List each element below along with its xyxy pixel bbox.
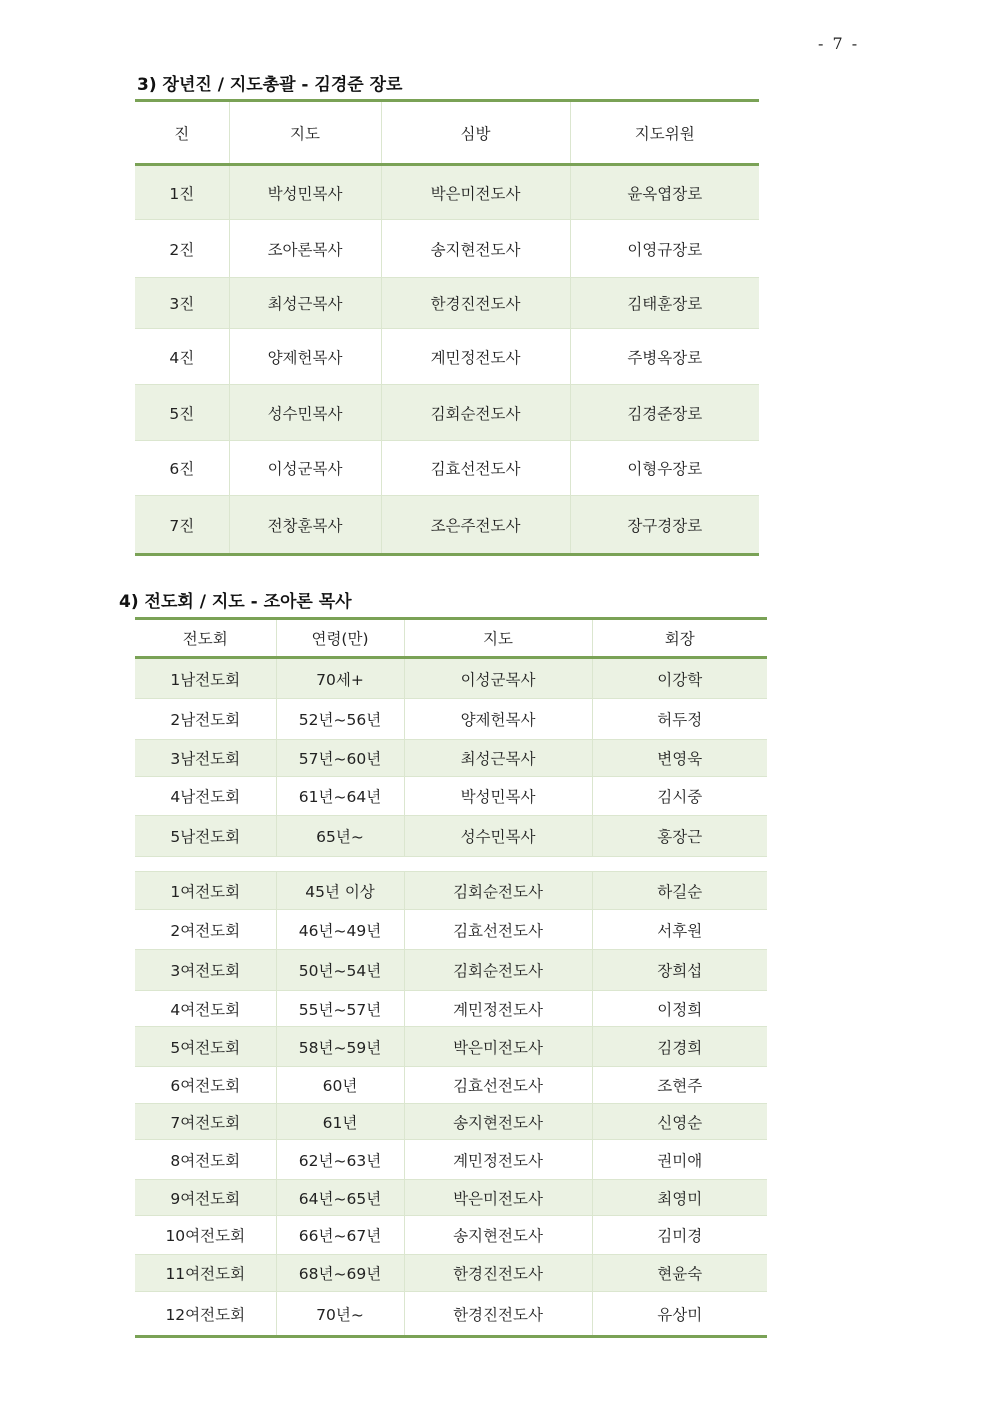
header-age: 연령(만) <box>276 619 404 658</box>
cell-pastor: 성수민목사 <box>229 385 381 441</box>
cell-pastor: 한경진전도사 <box>404 1292 592 1337</box>
cell-elder: 김경준장로 <box>570 385 759 441</box>
cell-society: 10여전도회 <box>135 1216 276 1255</box>
table-row <box>135 385 759 441</box>
cell-district: 5진 <box>135 385 229 441</box>
table-row <box>135 991 767 1027</box>
cell-age: 61년~64년 <box>276 777 404 816</box>
cell-age: 66년~67년 <box>276 1216 404 1255</box>
cell-elder: 김태훈장로 <box>570 278 759 329</box>
mission-society-table-header <box>135 619 767 658</box>
cell-visitation: 김회순전도사 <box>381 385 570 441</box>
cell-elder: 윤옥엽장로 <box>570 165 759 220</box>
cell-pastor: 전창훈목사 <box>229 496 381 555</box>
table-row <box>135 1104 767 1140</box>
table-row <box>135 1292 767 1337</box>
cell-pastor: 이성군목사 <box>229 441 381 496</box>
cell-pastor: 김회순전도사 <box>404 872 592 910</box>
section3-heading: 3) 장년진 / 지도총괄 - 김경준 장로 <box>137 75 403 95</box>
cell-pastor: 성수민목사 <box>404 816 592 857</box>
cell-president: 허두정 <box>592 699 767 740</box>
table-row <box>135 777 767 816</box>
cell-society: 12여전도회 <box>135 1292 276 1337</box>
cell-society: 6여전도회 <box>135 1067 276 1104</box>
cell-pastor: 최성근목사 <box>404 740 592 777</box>
cell-age: 57년~60년 <box>276 740 404 777</box>
table-row <box>135 740 767 777</box>
cell-pastor: 양제헌목사 <box>229 329 381 385</box>
cell-district: 1진 <box>135 165 229 220</box>
cell-elder: 이형우장로 <box>570 441 759 496</box>
cell-elder: 장구경장로 <box>570 496 759 555</box>
cell-society: 2여전도회 <box>135 910 276 950</box>
cell-age: 52년~56년 <box>276 699 404 740</box>
cell-society: 9여전도회 <box>135 1180 276 1216</box>
spacer-cell <box>135 857 767 872</box>
cell-society: 1남전도회 <box>135 658 276 699</box>
cell-age: 65년~ <box>276 816 404 857</box>
table-row <box>135 658 767 699</box>
cell-pastor: 박은미전도사 <box>404 1027 592 1067</box>
cell-president: 이강학 <box>592 658 767 699</box>
cell-pastor: 계민정전도사 <box>404 991 592 1027</box>
cell-pastor: 송지현전도사 <box>404 1216 592 1255</box>
header-pastor: 지도 <box>404 619 592 658</box>
cell-pastor: 송지현전도사 <box>404 1104 592 1140</box>
table-row <box>135 220 759 278</box>
page-number: - 7 - <box>818 34 860 53</box>
cell-age: 45년 이상 <box>276 872 404 910</box>
cell-district: 6진 <box>135 441 229 496</box>
cell-age: 61년 <box>276 1104 404 1140</box>
table-row <box>135 1216 767 1255</box>
cell-pastor: 양제헌목사 <box>404 699 592 740</box>
cell-age: 50년~54년 <box>276 950 404 991</box>
table-row <box>135 816 767 857</box>
table-row <box>135 278 759 329</box>
cell-president: 신영순 <box>592 1104 767 1140</box>
header-society: 전도회 <box>135 619 276 658</box>
table-row <box>135 910 767 950</box>
table-row <box>135 1067 767 1104</box>
cell-president: 김경희 <box>592 1027 767 1067</box>
cell-pastor: 한경진전도사 <box>404 1255 592 1292</box>
cell-president: 권미애 <box>592 1140 767 1180</box>
table-spacer-row <box>135 857 767 872</box>
header-visitation: 심방 <box>381 101 570 165</box>
cell-society: 4남전도회 <box>135 777 276 816</box>
cell-district: 4진 <box>135 329 229 385</box>
table-row <box>135 872 767 910</box>
header-pastor: 지도 <box>229 101 381 165</box>
cell-district: 7진 <box>135 496 229 555</box>
cell-pastor: 계민정전도사 <box>404 1140 592 1180</box>
cell-president: 김시중 <box>592 777 767 816</box>
cell-society: 1여전도회 <box>135 872 276 910</box>
cell-president: 최영미 <box>592 1180 767 1216</box>
cell-district: 2진 <box>135 220 229 278</box>
cell-pastor: 박은미전도사 <box>404 1180 592 1216</box>
header-president: 회장 <box>592 619 767 658</box>
mission-society-table <box>135 617 767 1338</box>
cell-visitation: 계민정전도사 <box>381 329 570 385</box>
cell-president: 장희섭 <box>592 950 767 991</box>
cell-elder: 이영규장로 <box>570 220 759 278</box>
cell-visitation: 김효선전도사 <box>381 441 570 496</box>
cell-president: 이정희 <box>592 991 767 1027</box>
cell-president: 김미경 <box>592 1216 767 1255</box>
cell-president: 하길순 <box>592 872 767 910</box>
table-row <box>135 441 759 496</box>
cell-age: 55년~57년 <box>276 991 404 1027</box>
cell-pastor: 이성군목사 <box>404 658 592 699</box>
cell-pastor: 김효선전도사 <box>404 1067 592 1104</box>
header-elder: 지도위원 <box>570 101 759 165</box>
cell-visitation: 송지현전도사 <box>381 220 570 278</box>
cell-district: 3진 <box>135 278 229 329</box>
cell-pastor: 박성민목사 <box>229 165 381 220</box>
cell-president: 서후원 <box>592 910 767 950</box>
cell-pastor: 조아론목사 <box>229 220 381 278</box>
cell-society: 3남전도회 <box>135 740 276 777</box>
district-table <box>135 99 759 556</box>
cell-society: 2남전도회 <box>135 699 276 740</box>
table-row <box>135 1180 767 1216</box>
cell-society: 5여전도회 <box>135 1027 276 1067</box>
cell-age: 46년~49년 <box>276 910 404 950</box>
cell-society: 11여전도회 <box>135 1255 276 1292</box>
cell-age: 68년~69년 <box>276 1255 404 1292</box>
cell-society: 4여전도회 <box>135 991 276 1027</box>
cell-society: 7여전도회 <box>135 1104 276 1140</box>
table-row <box>135 329 759 385</box>
cell-elder: 주병옥장로 <box>570 329 759 385</box>
section4-heading: 4) 전도회 / 지도 - 조아론 목사 <box>119 592 352 612</box>
district-table-header <box>135 101 759 165</box>
cell-president: 조현주 <box>592 1067 767 1104</box>
table-row <box>135 950 767 991</box>
table-row <box>135 699 767 740</box>
cell-age: 62년~63년 <box>276 1140 404 1180</box>
cell-president: 유상미 <box>592 1292 767 1337</box>
cell-society: 8여전도회 <box>135 1140 276 1180</box>
cell-age: 58년~59년 <box>276 1027 404 1067</box>
cell-pastor: 박성민목사 <box>404 777 592 816</box>
cell-pastor: 최성근목사 <box>229 278 381 329</box>
cell-pastor: 김효선전도사 <box>404 910 592 950</box>
table-row <box>135 165 759 220</box>
cell-age: 70년~ <box>276 1292 404 1337</box>
cell-age: 60년 <box>276 1067 404 1104</box>
cell-society: 5남전도회 <box>135 816 276 857</box>
cell-president: 현윤숙 <box>592 1255 767 1292</box>
cell-visitation: 조은주전도사 <box>381 496 570 555</box>
table-row <box>135 496 759 555</box>
cell-president: 홍장근 <box>592 816 767 857</box>
table-row <box>135 1140 767 1180</box>
table-row <box>135 1027 767 1067</box>
cell-visitation: 박은미전도사 <box>381 165 570 220</box>
table-row <box>135 1255 767 1292</box>
cell-visitation: 한경진전도사 <box>381 278 570 329</box>
cell-society: 3여전도회 <box>135 950 276 991</box>
cell-pastor: 김회순전도사 <box>404 950 592 991</box>
cell-age: 70세+ <box>276 658 404 699</box>
cell-age: 64년~65년 <box>276 1180 404 1216</box>
cell-president: 변영욱 <box>592 740 767 777</box>
header-district: 진 <box>135 101 229 165</box>
